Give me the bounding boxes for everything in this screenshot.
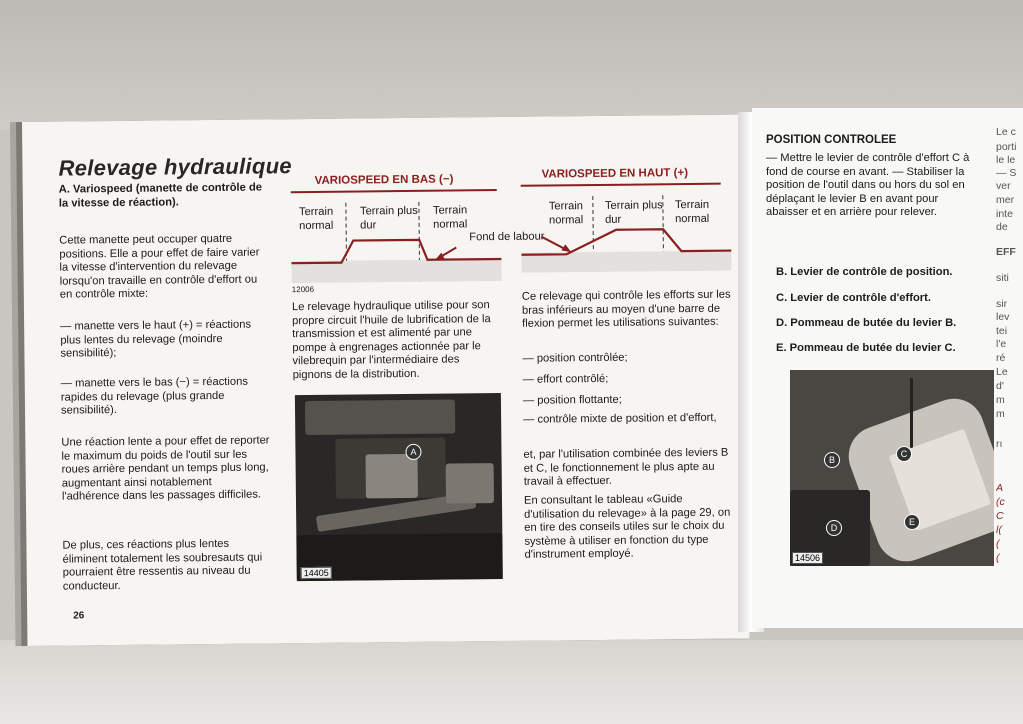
fragment: m <box>996 394 1005 406</box>
paragraph-slow-reaction: Une réaction lente a pour effet de reporter le maximum du poids de l'outil sur les roues arrière pendant un temps plus long, augmentant ainsi notablement l'adhérence dans les passages difficiles. <box>61 434 270 503</box>
diagram-left-col2: Terrain plus dur <box>359 204 418 232</box>
legend-b: B. Levier de contrôle de position. <box>776 266 953 278</box>
legend-c: C. Levier de contrôle d'effort. <box>776 292 931 304</box>
fragment: ( <box>996 538 1000 550</box>
fragment: ver <box>996 180 1011 192</box>
photo2-label-e: E <box>904 514 920 530</box>
diagram-code: 12006 <box>291 284 315 295</box>
fragment: sir <box>996 298 1008 310</box>
position-controlee-text: — Mettre le levier de contrôle d'effort C à fond de course en avant. — Stabiliser la position de l'outil dans ou hors du sol en déplaçant le levier B en avant pour abaisser et en arrière pour relever. <box>766 152 970 219</box>
fragment: Le c <box>996 126 1016 138</box>
usage-item-3: — position flottante; <box>522 393 622 407</box>
fragment: (c <box>996 496 1005 508</box>
fragment: ( <box>996 552 1000 564</box>
fragment: le le <box>996 154 1016 166</box>
section-a-heading: A. Variospeed (manette de contrôle de la vitesse de réaction). <box>58 181 263 210</box>
fragment: rı <box>996 438 1003 450</box>
diagram-right-col3: Terrain normal <box>674 198 710 225</box>
right-page <box>752 108 1023 628</box>
photo-levers <box>790 370 994 566</box>
paragraph-positions: Cette manette peut occuper quatre positions. Elle a pour effet de faire varier la vitesse d'intervention du relevage lorsqu'on travaille en contrôle d'effort ou en contrôle mixte: <box>59 232 260 301</box>
diagram-right-col1: Terrain normal <box>548 200 584 227</box>
fragment: siti <box>996 272 1009 284</box>
fond-de-labour-label: Fond de labour <box>469 230 545 244</box>
paragraph-jolts: De plus, ces réactions plus lentes éliminent totalement les soubresauts qui pourraient être ressentis au niveau du conducteur. <box>62 537 263 593</box>
paragraph-flex-bar: Ce relevage qui contrôle les efforts sur les bras inférieurs au moyen d'une barre de flexion permet les utilisations suivantes: <box>521 288 731 330</box>
position-controlee-heading: POSITION CONTROLEE <box>766 134 897 146</box>
fragment: EFF <box>996 246 1016 258</box>
fragment: mer <box>996 194 1015 206</box>
diagram-left-title: VARIOSPEED EN BAS (−) <box>314 173 454 187</box>
page-number: 26 <box>73 610 85 622</box>
fragment: lev <box>996 311 1010 323</box>
fragment: m <box>996 408 1005 420</box>
fragment: A <box>996 482 1004 494</box>
fragment: de <box>996 221 1008 233</box>
paragraph-down: — manette vers le bas (−) = réactions rapides du relevage (plus grande sensibilité). <box>60 375 248 417</box>
legend-d: D. Pommeau de butée du levier B. <box>776 317 957 329</box>
legend-e: E. Pommeau de butée du levier C. <box>776 342 956 354</box>
photo-tag-14405: 14405 <box>301 567 332 579</box>
page-title: Relevage hydraulique <box>58 153 293 181</box>
next-page-fragments <box>996 124 1023 604</box>
paragraph-up: — manette vers le haut (+) = réactions plus lentes du relevage (moindre sensibilité); <box>60 318 252 360</box>
left-page <box>22 114 749 646</box>
fragment: inte <box>996 208 1013 220</box>
fragment: tei <box>996 325 1008 337</box>
paragraph-guide: En consultant le tableau «Guide d'utilisation du relevage» à la page 29, on en tire des conseils utiles sur le choix du système à utiliser en fonction du type d'instrument employé. <box>523 493 731 562</box>
fragment: l( <box>996 524 1002 536</box>
diagram-left-rule <box>291 189 497 193</box>
scan-background-bottom <box>0 640 1023 724</box>
fragment: ré <box>996 352 1006 364</box>
diagram-left-col3: Terrain normal <box>432 204 468 231</box>
fragment: Le <box>996 366 1008 378</box>
fragment: C <box>996 510 1004 522</box>
fragment: porti <box>996 141 1017 153</box>
diagram-right-graph <box>521 191 732 273</box>
paragraph-circuit: Le relevage hydraulique utilise pour son propre circuit l'huile de lubrification de la transmission et est alimenté par une pompe à engrenages actionnée par le vilebrequin par l'intermédiaire des pignons de la distribution. <box>291 299 491 382</box>
photo2-label-b: B <box>824 452 840 468</box>
fragment: d' <box>996 380 1004 392</box>
fragment: l'e <box>996 338 1007 350</box>
photo-label-a: A <box>405 444 421 460</box>
usage-item-1: — position contrôlée; <box>522 351 628 365</box>
photo-tag-14506: 14506 <box>792 552 823 564</box>
usage-item-4: — contrôle mixte de position et d'effort, <box>523 411 717 426</box>
usage-item-2: — effort contrôlé; <box>522 372 609 386</box>
diagram-right-col2: Terrain plus dur <box>604 199 663 226</box>
diagram-right-rule <box>521 183 721 187</box>
diagram-left-col1: Terrain normal <box>298 205 334 232</box>
fragment: — S <box>996 167 1017 179</box>
photo-hydraulic-unit <box>295 393 503 581</box>
photo2-label-d: D <box>826 520 842 536</box>
paragraph-levers: et, par l'utilisation combinée des leviers B et C, le fonctionnement le plus apte au travail à effectuer. <box>523 446 729 488</box>
diagram-right-title: VARIOSPEED EN HAUT (+) <box>541 167 689 181</box>
photo2-label-c: C <box>896 446 912 462</box>
